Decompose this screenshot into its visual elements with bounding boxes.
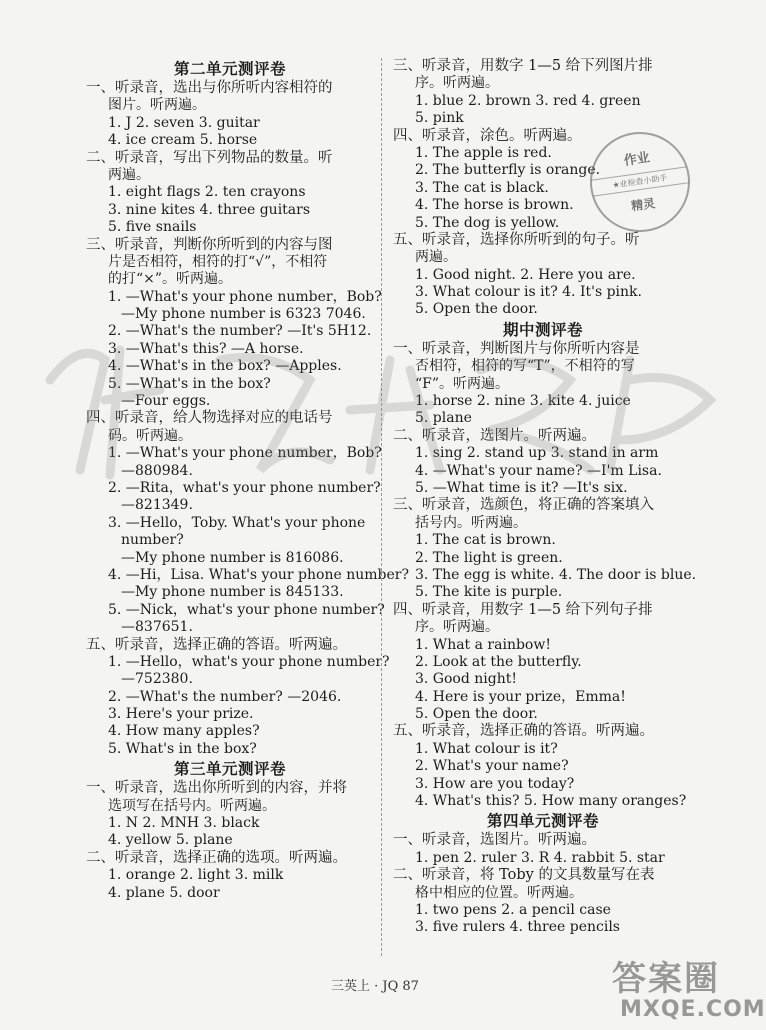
answer-line: 1. —Hello，what's your phone number? bbox=[108, 653, 390, 670]
question-heading: 三、听录音，选颜色，将正确的答案填入 bbox=[393, 497, 654, 514]
answer-line: 3. The egg is white. 4. The door is blue. bbox=[415, 566, 697, 583]
question-heading: 四、听录音，给人物选择对应的电话号 bbox=[86, 410, 333, 427]
question-heading: 四、听录音，用数字 1—5 给下列句子排 bbox=[393, 601, 653, 618]
answer-line: 括号内。听两遍。 bbox=[415, 514, 527, 531]
answer-line: 格中相应的位置。听两遍。 bbox=[415, 884, 583, 901]
answer-line: 1. sing 2. stand up 3. stand in arm bbox=[415, 445, 659, 462]
answer-line: —Four eggs. bbox=[121, 393, 211, 410]
answer-line: —My phone number is 816086. bbox=[121, 549, 344, 566]
answer-line: 5. What's in the box? bbox=[108, 740, 257, 757]
question-heading: 二、听录音，将 Toby 的文具数量写在表 bbox=[393, 867, 655, 884]
question-heading: 五、听录音，选择正确的答语。听两遍。 bbox=[86, 636, 347, 653]
answer-line: 3. How are you today? bbox=[415, 775, 575, 792]
answer-line: —My phone number is 845133. bbox=[121, 584, 344, 601]
answer-line: 两遍。 bbox=[108, 166, 150, 183]
answer-line: 5. The kite is purple. bbox=[415, 584, 563, 601]
answer-line: 1. The cat is brown. bbox=[415, 532, 556, 549]
answer-line: 序。听两遍。 bbox=[415, 75, 499, 92]
answer-line: 2. What's your name? bbox=[415, 758, 569, 775]
answer-line: 5. —What time is it? —It's six. bbox=[415, 479, 628, 496]
answer-line: 2. The light is green. bbox=[415, 549, 563, 566]
answer-line: 两遍。 bbox=[415, 249, 457, 266]
answer-line: 5. Open the door. bbox=[415, 301, 538, 318]
answer-line: 的打“×”。听两遍。 bbox=[108, 271, 233, 288]
answer-line: 1. two pens 2. a pencil case bbox=[415, 901, 611, 918]
answer-line: 4. Here is your prize，Emma! bbox=[415, 688, 626, 705]
question-heading: 一、听录音，选图片。听两遍。 bbox=[393, 832, 596, 849]
answer-line: “F”。听两遍。 bbox=[415, 375, 510, 392]
column-divider bbox=[381, 58, 382, 956]
question-heading: 三、听录音，用数字 1—5 给下列图片排 bbox=[393, 58, 653, 74]
answer-line: 4. —What's your name? —I'm Lisa. bbox=[415, 462, 662, 479]
answer-line: 1. pen 2. ruler 3. R 4. rabbit 5. star bbox=[415, 849, 665, 866]
answer-line: 1. —What's your phone number，Bob? bbox=[108, 288, 382, 305]
answer-line: 4. yellow 5. plane bbox=[108, 832, 233, 849]
question-heading: 五、听录音，选择正确的答语。听两遍。 bbox=[393, 723, 654, 740]
answer-line: 5. —Nick，what's your phone number? bbox=[108, 601, 385, 618]
left-column bbox=[86, 58, 409, 902]
answer-line: 1. eight flags 2. ten crayons bbox=[108, 184, 306, 201]
answer-line: 3. five rulers 4. three pencils bbox=[415, 919, 620, 936]
answer-line: 图片。听两遍。 bbox=[108, 97, 206, 114]
answer-line: —837651. bbox=[121, 619, 193, 636]
site-logo-cn: 答案圈 bbox=[612, 959, 720, 999]
answer-line: 5. —What's in the box? bbox=[108, 375, 271, 392]
stamp-top-text: 作业 bbox=[622, 150, 651, 169]
answer-line: 码。听两遍。 bbox=[108, 427, 192, 444]
answer-line: 4. ice cream 5. horse bbox=[108, 132, 258, 149]
site-logo bbox=[612, 959, 766, 1026]
question-heading: 一、听录音，选出你所听到的内容，并将 bbox=[86, 780, 347, 797]
answer-line: 5. The dog is yellow. bbox=[415, 214, 560, 231]
answer-line: 4. What's this? 5. How many oranges? bbox=[415, 793, 687, 810]
answer-line: 片是否相符，相符的打“√”，不相符 bbox=[108, 253, 328, 270]
answer-line: 1. —What's your phone number，Bob? bbox=[108, 445, 382, 462]
answer-line: 2. —Rita，what's your phone number? bbox=[108, 479, 381, 496]
answer-line: number? bbox=[121, 532, 184, 549]
section-title: 第三单元测评卷 bbox=[173, 760, 286, 779]
answer-line: 5. five snails bbox=[108, 219, 197, 236]
section-title: 第二单元测评卷 bbox=[173, 60, 286, 78]
answer-line: 序。听两遍。 bbox=[415, 619, 499, 636]
answer-line: 3. The cat is black. bbox=[415, 179, 549, 196]
answer-line: 5. Open the door. bbox=[415, 706, 538, 723]
question-heading: 二、听录音，选图片。听两遍。 bbox=[393, 427, 596, 444]
question-heading: 二、听录音，选择正确的选项。听两遍。 bbox=[86, 849, 347, 866]
stamp-bottom-text: 精灵 bbox=[630, 196, 657, 214]
answer-line: 1. horse 2. nine 3. kite 4. juice bbox=[415, 393, 631, 410]
answer-line: 3. —What's this? —A horse. bbox=[108, 340, 304, 357]
site-logo-en: MXQE.COM bbox=[620, 997, 766, 1022]
answer-line: 3. Good night! bbox=[415, 671, 517, 688]
answer-line: 1. blue 2. brown 3. red 4. green bbox=[415, 92, 641, 109]
answer-line: 2. —What's the number? —It's 5H12. bbox=[108, 323, 372, 340]
answer-line: 3. Here's your prize. bbox=[108, 706, 254, 723]
answer-line: —My phone number is 6323 7046. bbox=[121, 306, 366, 323]
answer-line: —821349. bbox=[121, 497, 193, 514]
answer-line: 2. —What's the number? —2046. bbox=[108, 688, 342, 705]
answer-line: 5. plane bbox=[415, 410, 472, 427]
answer-line: 2. The butterfly is orange. bbox=[415, 162, 601, 179]
section-title: 期中测评卷 bbox=[502, 320, 583, 339]
page-footer: 三英上 · JQ 87 bbox=[331, 979, 419, 994]
answer-line: 4. The horse is brown. bbox=[415, 197, 574, 214]
stamp-middle-text: ★业检查小助手 bbox=[591, 166, 688, 196]
answer-line: —880984. bbox=[121, 462, 193, 479]
answer-line: 1. orange 2. light 3. milk bbox=[108, 867, 284, 884]
question-heading: 一、听录音，选出与你所听内容相符的 bbox=[86, 80, 333, 96]
answer-line: 1. What colour is it? bbox=[415, 740, 558, 757]
answer-line: 1. Good night. 2. Here you are. bbox=[415, 266, 636, 283]
answer-line: 4. How many apples? bbox=[108, 723, 260, 740]
answer-line: 1. J 2. seven 3. guitar bbox=[108, 114, 260, 131]
answer-line: 5. pink bbox=[415, 110, 464, 127]
answer-line: —752380. bbox=[121, 671, 193, 688]
answer-line: 1. N 2. MNH 3. black bbox=[108, 815, 260, 832]
answer-line: 否相符，相符的写“T”，不相符的写 bbox=[415, 358, 635, 375]
answer-line: 1. The apple is red. bbox=[415, 144, 552, 161]
question-heading: 一、听录音，判断图片与你所听内容是 bbox=[393, 340, 640, 357]
answer-line: 3. —Hello，Toby. What's your phone bbox=[108, 514, 366, 531]
question-heading: 三、听录音，判断你所听到的内容与图 bbox=[86, 236, 333, 253]
question-heading: 五、听录音，选择你所听到的句子。听 bbox=[393, 231, 640, 248]
answer-line: 4. plane 5. door bbox=[108, 884, 220, 901]
answer-line: 3. nine kites 4. three guitars bbox=[108, 201, 311, 218]
answer-line: 1. What a rainbow! bbox=[415, 636, 551, 653]
answer-line: 3. What colour is it? 4. It's pink. bbox=[415, 284, 642, 301]
answer-line: 选项写在括号内。听两遍。 bbox=[108, 797, 276, 814]
answer-line: 4. —What's in the box? —Apples. bbox=[108, 358, 342, 375]
answer-line: 4. —Hi，Lisa. What's your phone number? bbox=[108, 566, 409, 583]
question-heading: 二、听录音，写出下列物品的数量。听 bbox=[86, 149, 333, 166]
section-title: 第四单元测评卷 bbox=[486, 812, 599, 831]
question-heading: 四、听录音，涂色。听两遍。 bbox=[393, 127, 582, 144]
answer-line: 2. Look at the butterfly. bbox=[415, 653, 582, 670]
